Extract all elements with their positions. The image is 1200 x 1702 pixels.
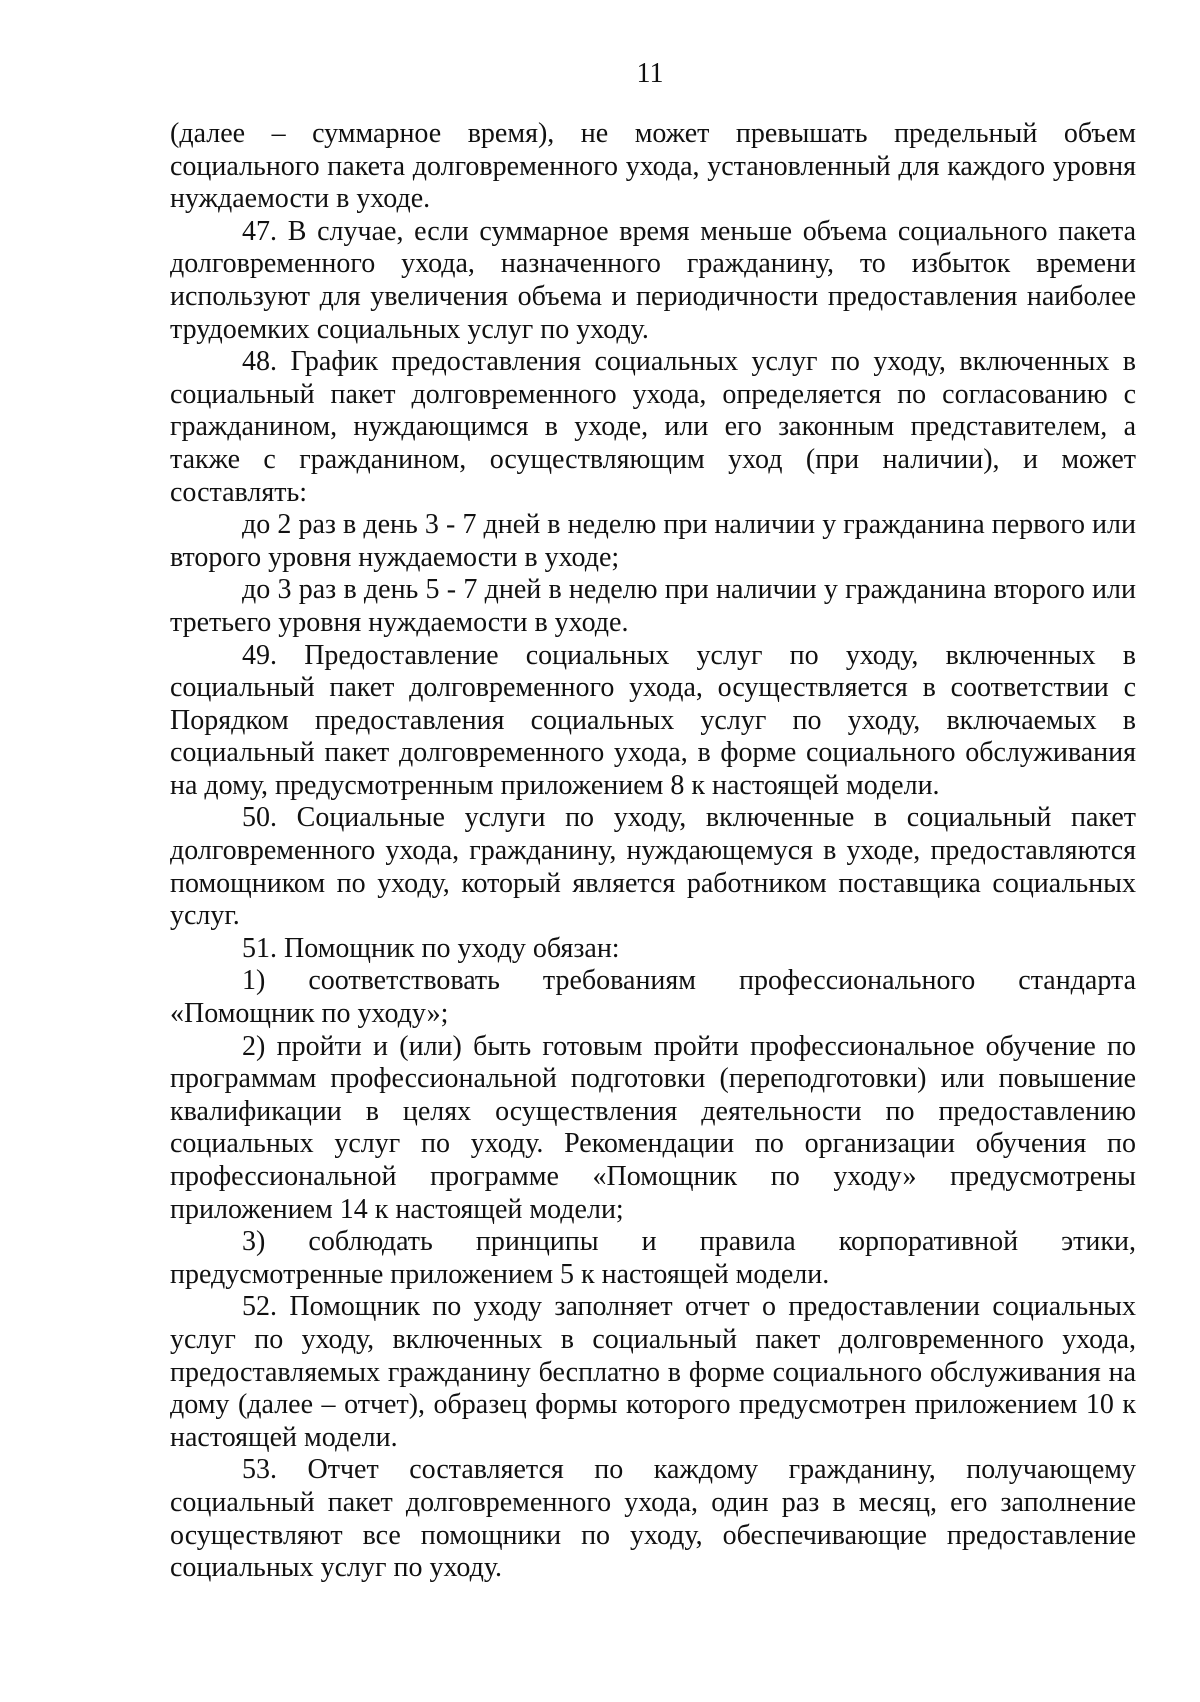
paragraph-48: 48. График предоставления социальных услуг по уходу, включенных в социальный пакет долговременного ухода, определяется по согласованию с гражданином, нуждающимся в уходе, или его законным представителем, а также с гражданином, осуществляющим уход (при наличии), и может составлять:	[170, 346, 1136, 508]
paragraph-49: 49. Предоставление социальных услуг по уходу, включенных в социальный пакет долговременного ухода, осуществляется в соответствии с Порядком предоставления социальных услуг по уходу, включаемых в социальный пакет долговременного ухода, в форме социального обслуживания на дому, предусмотренным приложением 8 к настоящей модели.	[170, 639, 1136, 801]
paragraph-48-item-2: до 3 раз в день 5 - 7 дней в неделю при наличии у гражданина второго или третьего уровня нуждаемости в уходе.	[170, 574, 1136, 638]
page-number: 11	[636, 58, 664, 89]
paragraph-53: 53. Отчет составляется по каждому гражданину, получающему социальный пакет долговременного ухода, один раз в месяц, его заполнение осуществляют все помощники по уходу, обеспечивающие предоставление социальных услуг по уходу.	[170, 1454, 1136, 1584]
document-body	[170, 118, 1136, 1585]
paragraph-51-item-2: 2) пройти и (или) быть готовым пройти профессиональное обучение по программам профессиональной подготовки (переподготовки) или повышение квалификации в целях осуществления деятельности по предоставлению социальных услуг по уходу. Рекомендации по организации обучения по профессиональной программе «Помощник по уходу» предусмотрены приложением 14 к настоящей модели;	[170, 1030, 1136, 1225]
paragraph-50: 50. Социальные услуги по уходу, включенные в социальный пакет долговременного ухода, гражданину, нуждающемуся в уходе, предоставляются помощником по уходу, который является работником поставщика социальных услуг.	[170, 802, 1136, 932]
paragraph-51-item-3: 3) соблюдать принципы и правила корпоративной этики, предусмотренные приложением 5 к настоящей модели.	[170, 1226, 1136, 1290]
paragraph-51: 51. Помощник по уходу обязан:	[242, 932, 620, 964]
paragraph-51-item-1: 1) соответствовать требованиям профессионального стандарта «Помощник по уходу»;	[170, 965, 1136, 1030]
paragraph-48-item-1: до 2 раз в день 3 - 7 дней в неделю при наличии у гражданина первого или второго уровня нуждаемости в уходе;	[170, 509, 1136, 573]
paragraph-52: 52. Помощник по уходу заполняет отчет о предоставлении социальных услуг по уходу, включенных в социальный пакет долговременного ухода, предоставляемых гражданину бесплатно в форме социального обслуживания на дому (далее – отчет), образец формы которого предусмотрен приложением 10 к настоящей модели.	[170, 1291, 1136, 1453]
paragraph-continuation: (далее – суммарное время), не может превышать предельный объем социального пакета долговременного ухода, установленный для каждого уровня нуждаемости в уходе.	[170, 118, 1136, 215]
paragraph-47: 47. В случае, если суммарное время меньше объема социального пакета долговременного ухода, назначенного гражданину, то избыток времени используют для увеличения объема и периодичности предоставления наиболее трудоемких социальных услуг по уходу.	[170, 215, 1136, 345]
